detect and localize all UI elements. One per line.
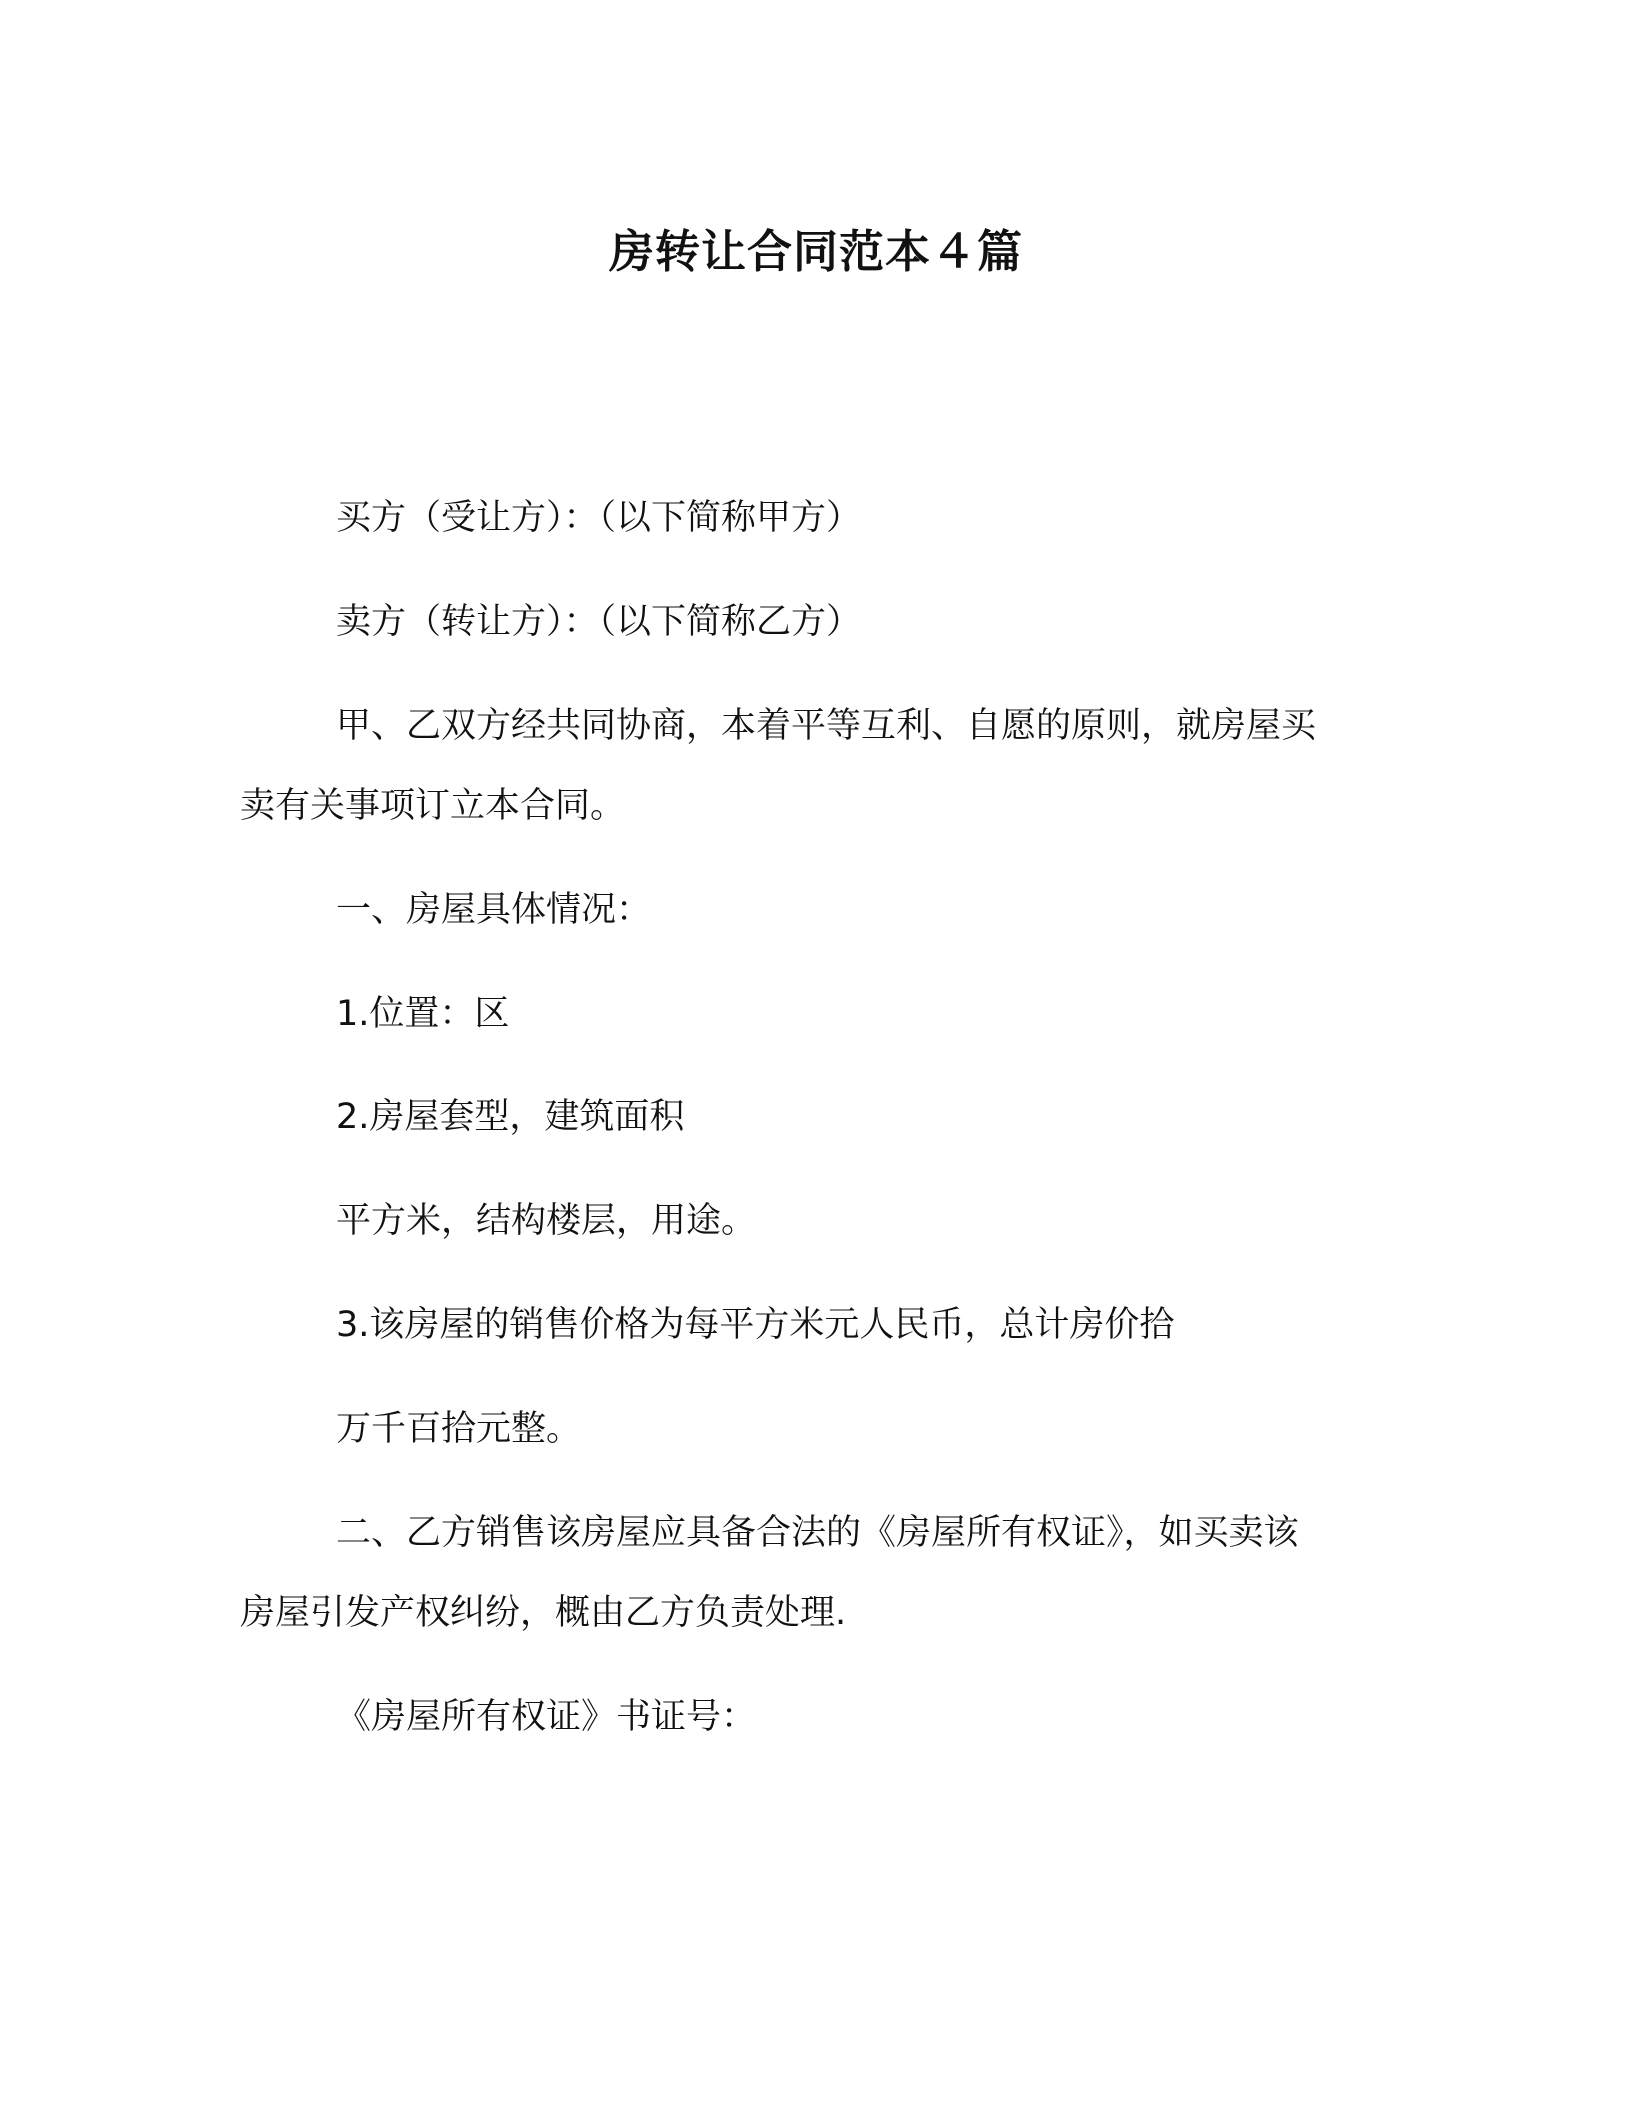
paragraph-line: 买方（受让方）：（以下简称甲方） bbox=[336, 498, 862, 538]
paragraph-line: 卖方（转让方）：（以下简称乙方） bbox=[336, 602, 862, 642]
item-house-type bbox=[240, 1077, 1385, 1157]
paragraph-line: 平方米，结构楼层，用途。 bbox=[336, 1201, 757, 1241]
paragraph-seller bbox=[240, 582, 1385, 662]
item-certificate-number bbox=[240, 1677, 1385, 1757]
paragraph-buyer bbox=[240, 478, 1385, 558]
paragraph-agreement bbox=[240, 686, 1385, 846]
document-title: 房转让合同范本４篇 bbox=[608, 225, 1023, 278]
item-area bbox=[240, 1181, 1385, 1261]
section-heading-2 bbox=[240, 1493, 1385, 1653]
item-total bbox=[240, 1389, 1385, 1469]
paragraph-line: 卖有关事项订立本合同。 bbox=[240, 786, 626, 826]
paragraph-line: 房屋引发产权纠纷，概由乙方负责处理. bbox=[240, 1593, 847, 1633]
item-location bbox=[240, 974, 1385, 1054]
section-heading-1 bbox=[240, 870, 1385, 950]
paragraph-line: 甲、乙双方经共同协商，本着平等互利、自愿的原则，就房屋买 bbox=[336, 706, 1317, 746]
paragraph-line: 一、房屋具体情况： bbox=[336, 890, 652, 930]
paragraph-line: 《房屋所有权证》书证号： bbox=[336, 1697, 757, 1737]
item-price bbox=[240, 1285, 1385, 1365]
paragraph-line: 1.位置：区 bbox=[336, 994, 510, 1034]
paragraph-line: 3.该房屋的销售价格为每平方米元人民币，总计房价拾 bbox=[336, 1305, 1175, 1345]
paragraph-line: 2.房屋套型，建筑面积 bbox=[336, 1097, 685, 1137]
paragraph-line: 二、乙方销售该房屋应具备合法的《房屋所有权证》，如买卖该 bbox=[336, 1513, 1299, 1553]
paragraph-line: 万千百拾元整。 bbox=[336, 1409, 582, 1449]
